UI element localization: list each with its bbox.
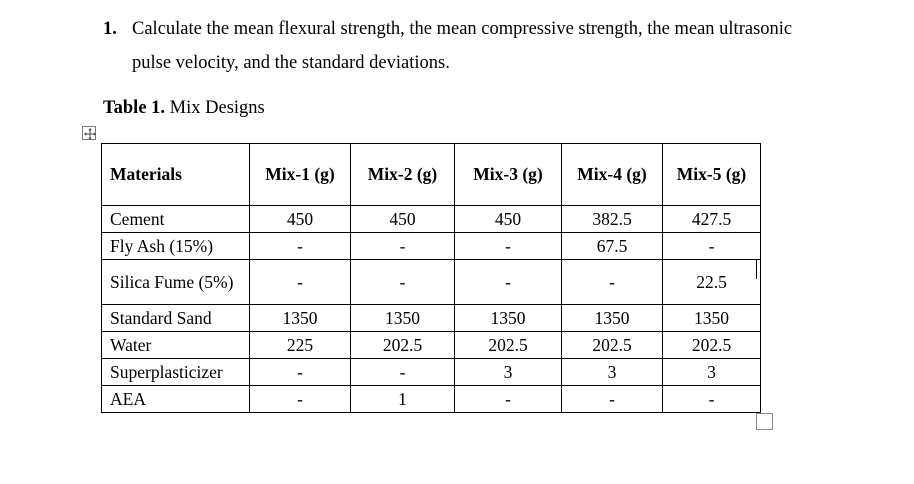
header-materials: Materials [102, 144, 250, 206]
table-cell: - [663, 233, 761, 260]
header-mix-5: Mix-5 (g) [663, 144, 761, 206]
table-cell: 1350 [351, 305, 455, 332]
table-cell: - [250, 233, 351, 260]
table-cell: - [562, 260, 663, 305]
table-cell: Water [102, 332, 250, 359]
table-cell: Superplasticizer [102, 359, 250, 386]
table-cell: 202.5 [562, 332, 663, 359]
table-cell: 225 [250, 332, 351, 359]
table-cell: - [562, 386, 663, 413]
table-cell: - [663, 386, 761, 413]
table-cell: - [455, 260, 562, 305]
header-mix-4: Mix-4 (g) [562, 144, 663, 206]
table-cell: 22.5 [663, 260, 761, 305]
table-cell: - [351, 233, 455, 260]
table-cell: 1 [351, 386, 455, 413]
table-cell: - [351, 359, 455, 386]
table-cell: 1350 [455, 305, 562, 332]
resize-handle-icon[interactable] [756, 413, 773, 430]
table-row [102, 386, 761, 413]
table-cell: - [250, 386, 351, 413]
table-row [102, 206, 761, 233]
table-row [102, 305, 761, 332]
table-cell: AEA [102, 386, 250, 413]
table-cell: Cement [102, 206, 250, 233]
table-cell: - [351, 260, 455, 305]
table-cell: Standard Sand [102, 305, 250, 332]
table-cell: 202.5 [455, 332, 562, 359]
table-caption [103, 95, 265, 121]
table-row [102, 359, 761, 386]
table-cell: 202.5 [351, 332, 455, 359]
header-mix-3: Mix-3 (g) [455, 144, 562, 206]
table-cell: 3 [562, 359, 663, 386]
table-cell: - [250, 260, 351, 305]
question-line-1 [103, 12, 883, 46]
table-cell: - [455, 386, 562, 413]
table-cell: 67.5 [562, 233, 663, 260]
question-item [103, 12, 883, 80]
table-cell: 1350 [663, 305, 761, 332]
header-mix-2: Mix-2 (g) [351, 144, 455, 206]
table-cell: 450 [455, 206, 562, 233]
table-row [102, 332, 761, 359]
table-cell: 427.5 [663, 206, 761, 233]
table-cell: 1350 [250, 305, 351, 332]
table-cell: 450 [250, 206, 351, 233]
mix-design-table [101, 143, 761, 413]
table-cell: Fly Ash (15%) [102, 233, 250, 260]
question-text-line-2: pulse velocity, and the standard deviations. [132, 53, 450, 73]
table-cell: 3 [455, 359, 562, 386]
move-arrows-icon[interactable] [82, 126, 96, 140]
table-cell: Silica Fume (5%) [102, 260, 250, 305]
table-cell: - [250, 359, 351, 386]
table-header-row [102, 144, 761, 206]
table-row [102, 260, 761, 305]
table-caption-label: Table 1. [103, 98, 166, 118]
table-cell: 1350 [562, 305, 663, 332]
question-number: 1. [103, 19, 117, 39]
text-cursor [756, 259, 757, 279]
table-cell: 202.5 [663, 332, 761, 359]
table-cell: 3 [663, 359, 761, 386]
table-cell: - [455, 233, 562, 260]
table-caption-text: Mix Designs [165, 98, 265, 118]
table-row [102, 233, 761, 260]
header-mix-1: Mix-1 (g) [250, 144, 351, 206]
table-cell: 382.5 [562, 206, 663, 233]
table-cell: 450 [351, 206, 455, 233]
question-text-line-1: Calculate the mean flexural strength, the mean compressive strength, the mean ultrasonic [132, 19, 793, 39]
